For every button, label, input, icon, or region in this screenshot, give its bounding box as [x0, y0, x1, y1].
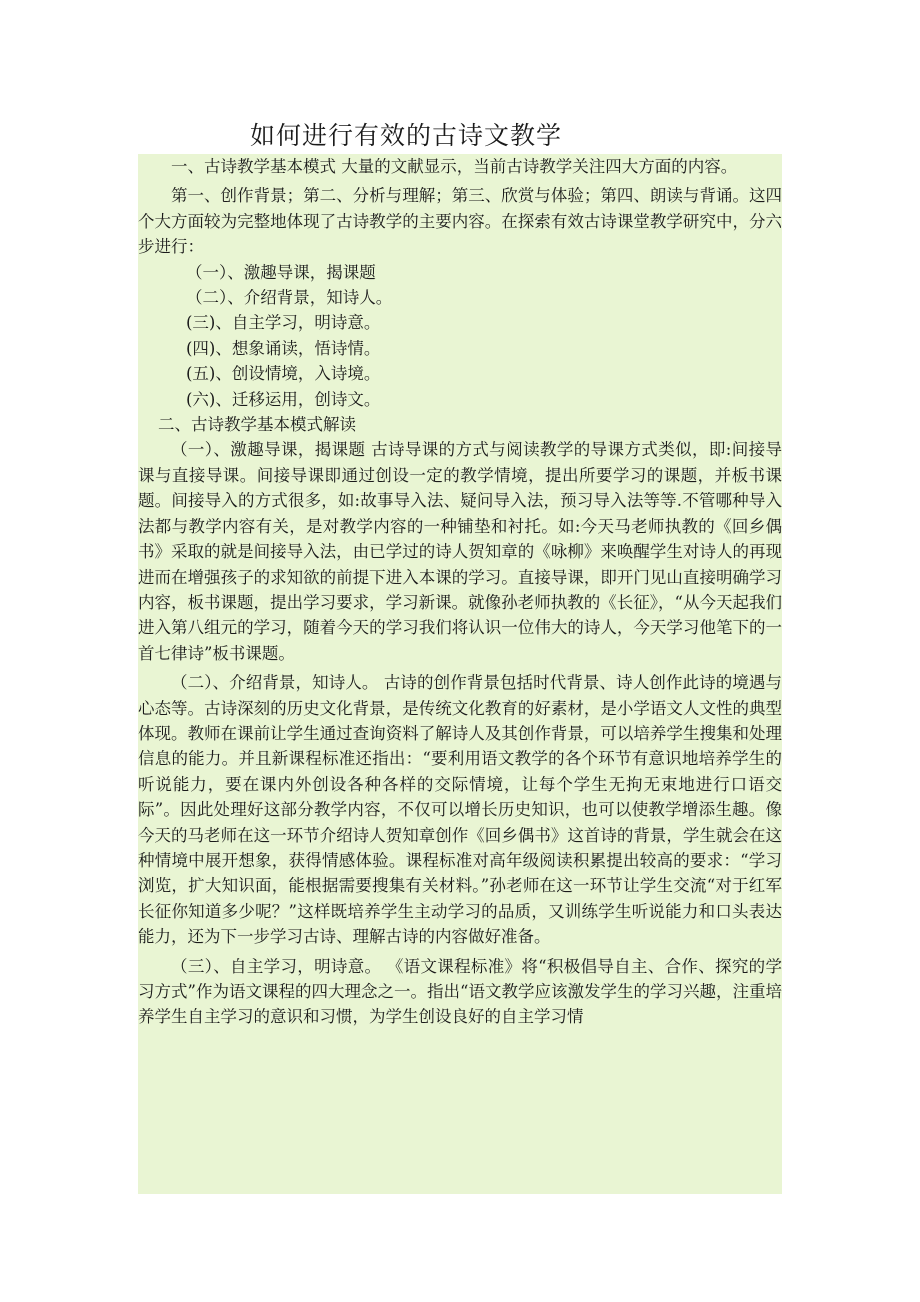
- step-4: (四)、想象诵读，悟诗情。: [186, 338, 381, 358]
- intro-paragraph: 一、古诗教学基本模式 大量的文献显示，当前古诗教学关注四大方面的内容。: [171, 157, 738, 176]
- step-1-explanation: （一）、激趣导课，揭课题 古诗导课的方式与阅读教学的导课方式类似，即:间接导课与直接导课。间接导课即通过创设一定的教学情境，提出所要学习的课题，并板书课题。间接导入的方式很多，如:故事导入法、疑问导入法，预习导入法等等.不管哪种导入法都与教学内容有关，是对教学内容的一种铺垫和衬托。如:今天马老师执教的《回乡偶书》采取的就是间接导入法，由已学过的诗人贺知章的《咏柳》来唤醒学生对诗人的再现进而在增强孩子的求知欲的前提下进入本课的学习。直接导课，即开门见山直接明确学习内容，板书课题，提出学习要求，学习新课。就像孙老师执教的《长征》，“从今天起我们进入第八组元的学习，随着今天的学习我们将认识一位伟大的诗人，今天学习他笔下的一首七律诗”板书课题。: [138, 440, 782, 663]
- section-two-heading: 二、古诗教学基本模式解读: [158, 415, 356, 435]
- step-5: (五)、创设情境，入诗境。: [186, 364, 381, 384]
- step-6: (六)、迁移运用，创诗文。: [186, 389, 381, 409]
- step-2: （二）、介绍背景，知诗人。: [186, 288, 393, 308]
- step-2-explanation: （二）、介绍背景，知诗人。 古诗的创作背景包括时代背景、诗人创作此诗的境遇与心态等。古诗深刻的历史文化背景，是传统文化教育的好素材，是小学语文人文性的典型体现。教师在课前让学生通过查询资料了解诗人及其创作背景，可以培养学生搜集和处理信息的能力。并且新课程标准还指出：“要利用语文教学的各个环节有意识地培养学生的听说能力，要在课内外创设各种各样的交际情境，让每个学生无拘无束地进行口语交际”。因此处理好这部分教学内容，不仅可以增长历史知识，也可以使教学增添生趣。像今天的马老师在这一环节介绍诗人贺知章创作《回乡偶书》这首诗的背景，学生就会在这种情境中展开想象，获得情感体验。课程标准对高年级阅读积累提出较高的要求：“学习浏览，扩大知识面，能根据需要搜集有关材料。”孙老师在这一环节让学生交流“对于红军长征你知道多少呢？”这样既培养学生主动学习的品质，又训练学生听说能力和口头表达能力，还为下一步学习古诗、理解古诗的内容做好准备。: [138, 673, 782, 947]
- document-title: 如何进行有效的古诗文教学: [250, 121, 563, 150]
- step-3-explanation: （三）、自主学习，明诗意。 《语文课程标准》将“积极倡导自主、合作、探究的学习方式”作为语文课程的四大理念之一。指出“语文教学应该激发学生的学习兴趣，注重培养学生自主学习的意识和习惯，为学生创设良好的自主学习情: [138, 956, 782, 1027]
- step-3: (三)、自主学习，明诗意。: [186, 313, 381, 333]
- step-1: （一）、激趣导课，揭课题: [186, 262, 376, 282]
- document-body: [138, 154, 782, 1194]
- four-aspects-paragraph: 第一、创作背景；第二、分析与理解；第三、欣赏与体验；第四、朗读与背诵。这四个大方面较为完整地体现了古诗教学的主要内容。在探索有效古诗课堂教学研究中，分六步进行：: [138, 186, 782, 257]
